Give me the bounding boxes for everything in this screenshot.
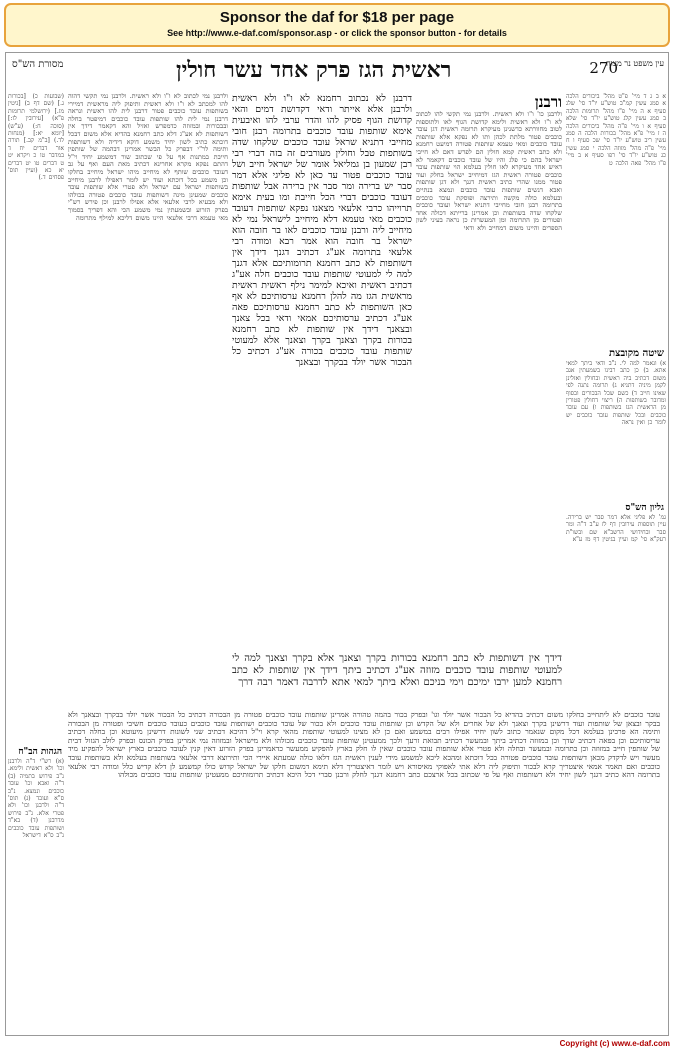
shita-margin [566,347,666,497]
sponsor-banner-subtitle[interactable]: See http://www.e-daf.com/sponsor.asp - or click the sponsor button - for details [167,28,507,38]
gilyon-text: גמ' לא פליגי אלא דמר סבר יש ברירה. עיין תוספות עירובין דף לז ע"ב ד"ה ומר סבר ובחידושי הרשב"א שם ובשו"ת רעק"א סי' קמ ועיין בגיטין דף מז ע"א [566,514,666,544]
rashi-text: ולרבנן כו' ו"ו ולא ראשית. ולרבנן נמי תקשי להו לכתוב לא ו"ו ולא ראשית ולימא קדושת הגוף לאו ולתוספות לטוב מחוורתא כדשנינן מעיקרא תרומה ראשית דגן עובד כוכבים פטור מלתת לכהן ותו לא נפקא אלא שותפות עובד כוכבים ומאי טעמא שותפות פטורה דמיעט רחמנא ולא כתב ראשית קמא חולין הם לפרש דאם לא חייבי ישראל בהם כי פלג והיו של עובד כוכבים דקאמר לא דאיש אחד מעיקרא לאו חולין בעלמא הוי שותפות עובד כוכבים פטורה ראשית הגז דמיחייב ישראל בחלק ועוד פטור ממנו שהרי כתיב ראשית דגנך ולא דגן שותפות ואבא דנשים שותפות עובד כוכבים ונמצא בנתיים ובעלמא כולה מקשה ותירצה ופוסקת עובד כוכבים בתרומה רבנן חובי מחייבי דתניא ישראל ועובד כוכבים שלקחו שדה בשותפות וכן אמרינן ברייתא דכולה אחד ופטורים מן התרומה ומן המעשרות כן נראה בעיני לשון הספרים והיינו משום דמחייב ולא ודאי [416,111,562,232]
talmud-page [5,52,669,1036]
gemara-lower-block [232,653,562,705]
tosafot-column [68,93,228,705]
gemara-lead-word: ורבנן [534,93,562,111]
gemara-lower-text: דידך אין דשותפות לא כתב רחמנא בכורות בקרך וצאנך אלא בקרך וצאנך למה לי למעוטי שותפות עובד כוכבים מזוזה אע"ג דכתיב ביתך דידך אין שותפות לא כתב רחמנא למען ירבו ימיכם וימי בניכם ואלא ביתך למאי אתא לדרבה דאמר רבה דרך [232,653,562,688]
ein-mishpat-margin [566,93,666,343]
hagahot-margin [8,745,64,1035]
sponsor-banner-title[interactable]: Sponsor the daf for $18 per page [219,9,455,26]
masoret-margin-text: (שבועות כ) [בכורות ג.] (שם דף ב) [גיטין מז.] (ירושלמי תרומות פ"א) [עירובין לז:] (סוכה ח:) (ע"ש) [יומא יא:] (מנחות לד.) [ב"מ קב.] תורה אור דברים יח ד במדבר טו כ ויקרא יט ט דברים טו יט דברים יא כא (ועיין תוס' פסחים ד.) [8,93,64,182]
sponsor-banner[interactable] [4,3,670,47]
tosafot-text: ולרבנן נמי לכתוב לא ו"ו ולא ראשית. ולרבנן נמי תקשי דהוה להו למכתב לא ו"ו ולא ראשית ותיפוק ליה מראשית דמיירי בשותפות עובד כוכבים פטור דרבנן לית להו ראשית ונראה דרבנן נמי לית להו שותפות עובד כוכבים דמיפטר בחלה ובבכורות ובמזוזה כדמפרש ואזיל והא דקאמר דידך אין דשותפות לא אע"ג דלא כתב רחמנא בהדיא אלא משום דבכל דוכתא כתיב לשון יחיד משמע דוקא דידיה ולא דשותפות ותימה לר"י דבפרק כל הבשר אמרינן דבהמה של שותפין חייבת במתנות אף על פי שכתוב שור דמשמע יחיד וי"ל דהתם נפקא מקרא אחרינא דכתיב מאת העם ואף על גב דעובד כוכבים שותף לא מיחייב מיהו ישראל מיחייב בחלקו וכן משמע בכל דוכתא ועוד יש לומר דאפילו לרבנן מיחייב בשותפות ישראל עם ישראל ולא פטרי אלא שותפות עובד כוכבים שמעינן מינה דשותפות עובד כוכבים פטורה בכולהו ולא מבעיא לרבי אלעאי אלא אפילו לרבנן וכן פירש רש"י בפרק הזרוע ובשמעתין נמי משמע הכי והא דפריך בסמוך מאי טעמא דרבי אלעאי היינו משום דליכא למילף מתרומה [68,93,228,222]
copyright-footer[interactable]: Copyright (c) www.e-daf.com [559,1039,670,1048]
ein-mishpat-heading: עין משפט נר מצוה [606,59,664,68]
gilyon-margin [566,501,666,701]
lower-commentary-block [68,711,660,1035]
gemara-column [232,93,412,693]
masoret-margin [8,93,64,693]
page-title: ראשית הגז פרק אחד עשר חולין [176,57,452,83]
gilyon-label: גליון הש"ס [566,501,666,514]
rashi-column [416,93,562,705]
page-number: 270 [589,59,618,77]
shita-label: שיטה מקובצת [566,347,666,360]
masoret-hashas-heading: מסורת הש"ס [12,59,64,70]
lower-commentary-text: עובד כוכבים לא ליתחייב בחלקו משום דכתיב בהדיא כל הבכור אשר יולד וגו' ובפרק בכור בהמה טהורה אמרינן שותפות עובד כוכבים פטורה מן הבכורה דכתיב כל הבכור אשר יולד בבקרך ובצאנך ולא בבקר ובצאן של שותפות ועוד דרשינן בקרך וצאנך ולא של אחרים ולא של הקדש וכן שותפות עובד כוכבים ולא בכור של עובד כוכבים ושותפות עובד כוכבים כעובד כוכבים חשיבי ופטורה מן הבכורה ותימה הא פרכינן בעלמא דכל מקום שנאמר כתוב לשון יחיד אפילו רבים במשמע ואם כן לא מצינו למעוטי שותפות מהאי קרא וי"ל דהיכא דכתיב שני לשונות דרשינן מיעוטא וכן בחלה דכתיב עריסותיכם וכן בפאה דכתיב שדך וכן במזוזה דכתיב ביתך ובמעשר דכתיב תבואת זרעך ולכך ממעטינן שותפות עובד כוכבים מכולהו ולא מישראל ובמזוזה נמי אמרינן בפרק הכונס ובפרק לולב הגזול דבית של שותפין חייב במזוזה וכן בתרומה ובמעשר ובחלה ולא פטרי אלא שותפות עובד כוכבים שאין לו חלק בארץ להפקיע ממעשר כדאמרינן בפרק הזרוע דאין קנין לעובד כוכבים בארץ ישראל להפקיע מיד מעשר ויש לדקדק מכאן דשותפות עובד כוכבים פטורה בכל דוכתא ומהכא ליכא למשמע מידי לענין ראשית הגז דלאו כולה שמעתא איירי הכי ותירוצא דרבי אלעאי בשותפות בעלמא ולא בשותפות עובד כוכבים ואם תאמר אמאי איצטריך קרא לבכור ותיפוק ליה דלא אתי לאפוקי מאיסורא ויש לומר דאיצטריך דלא תימא דמשום חלקו של ישראל קדוש כולו קמשמע לן דלא קדיש כלל ומודה רבי אלעאי בתרומה דהא כתיב דגנך לשון יחיד ולא דשותפות ואף על פי שכתוב בכל ארצכם כתב רחמנא דגנך לחלק ורבנן סברי דכל היכא דכתיב תרומותיכם ממעטינן שותפות עובד כוכבים מכולהו [68,711,660,780]
shita-text: א) ונאמר למה לי. נ"ב ודאי ביתך למאי אתא. ב) כן כתב רבינו בשמעתין אגב משום דכתיב ביה ראשית ובחולין ואזלינן לקמן מיניה דתניא ג) תרומה נתנה לפי שאינו חייב ד) כשם שכל הבכורים ובסוף ומדובר בשותפות ה) ריצוי דחולין פטורין מן הראשית הגז בשותפות ו) עם עובד כוכבים ובכל שותפות עובד כוכבים יש לומר כן ואין נראה [566,360,666,427]
gemara-text: דרבנן לא נכתוב רחמנא לא ו"ו ולא ראשית ולרבנן אלא אייתר ודאי דקדושת דמים והאי קדושת הגוף פסיק להו והדר ערבי להו ואיבעית אימא שותפות עובד כוכבים בתרומה רבנן חובי מחייבי דתניא שראל עובד כוכבים שלקחו שדה בשותפות טבל וחולין מעורבים זה בזה דברי רבי רבן שמעון בן גמליאל אומר של ישראל חייב ושל עובד כוכבים פטור עד כאן לא פליגי אלא דמר סבר יש ברירה ומר סבר אין ברירה אבל שותפות דעובד כוכבים דברי הכל חייבת ומו בעית אימא תרוייהו כרבי אלעאי מצאנו נפקא שותפות דעובד כוכבים מאי טעמא דלא מיחייב לישראל נמי לא מיחייב ליה ורבנן עובד כוכבים לאו בר חובה הוא ישראל בר חובה הוא אמר רבא ומודה רבי אלעאי בתרומה אע"ג דכתיב דגנך דידך אין דשותפות לא כתב רחמנא תרומותיכם אלא דגנך למה לי למעוטי שותפות עובד כוכבים חלה אע"ג דכתיב ראשית ואיכא למימר נילף ראשית ראשית מראשית הגז מה להלן רחמנא ערסותיכם לא אף כאן השותפות לא כתב רחמנא ערסותיכם פאה אע"ג דכתיב ערסותיכם אמאי ודאי בכל צאנך ובצאנך דידך אין שותפות לא כתב רחמנא בכורות בקרך וצאנך בקרך וצאנך אלא למעוטי שותפות עובד כוכבים בכורה אע"ג דכתיב כל הבכור אשר יולד בבקרך ובצאנך [232,93,412,368]
hagahot-margin-text: (א) רש"י ד"ה ולרבנן וכו' ולא ראשית ולימא. נ"ב פירוש בתמיה (ב) ד"ה ואבא וכו' עובד כוכבים ונמצא. נ"ב ס"א ועובד (ג) תוס' ד"ה ולרבנן וכו' ולא פטרי אלא. נ"ב פירוש מדרבנן (ד) בא"ד ושותפות עובד כוכבים נ"ב ס"א דישראל [8,758,64,840]
hagahot-label: הגהות הב"ח [8,745,64,758]
ein-mishpat-text: א ב ג ד מיי' פ"ט מהל' ביכורים הלכה א סמג עשין קמ"ב טוש"ע יו"ד סי' שלג סעיף א ה מיי' פ"ו מהל' תרומות הלכה ב סמג עשין קלג טוש"ע יו"ד סי' שלא סעיף א ו מיי' פ"ה מהל' ביכורים הלכה ה ז מיי' פ"א מהל' בכורות הלכה ה סמג עשין ריב טוש"ע יו"ד סי' שכ סעיף ו ח מיי' פ"ה מהל' מזוזה הלכה י סמג עשין כג טוש"ע יו"ד סי' רפו סעיף א ב מיי' פ"ו מהל' פאה הלכה ט [566,93,666,167]
page-header [6,57,668,91]
